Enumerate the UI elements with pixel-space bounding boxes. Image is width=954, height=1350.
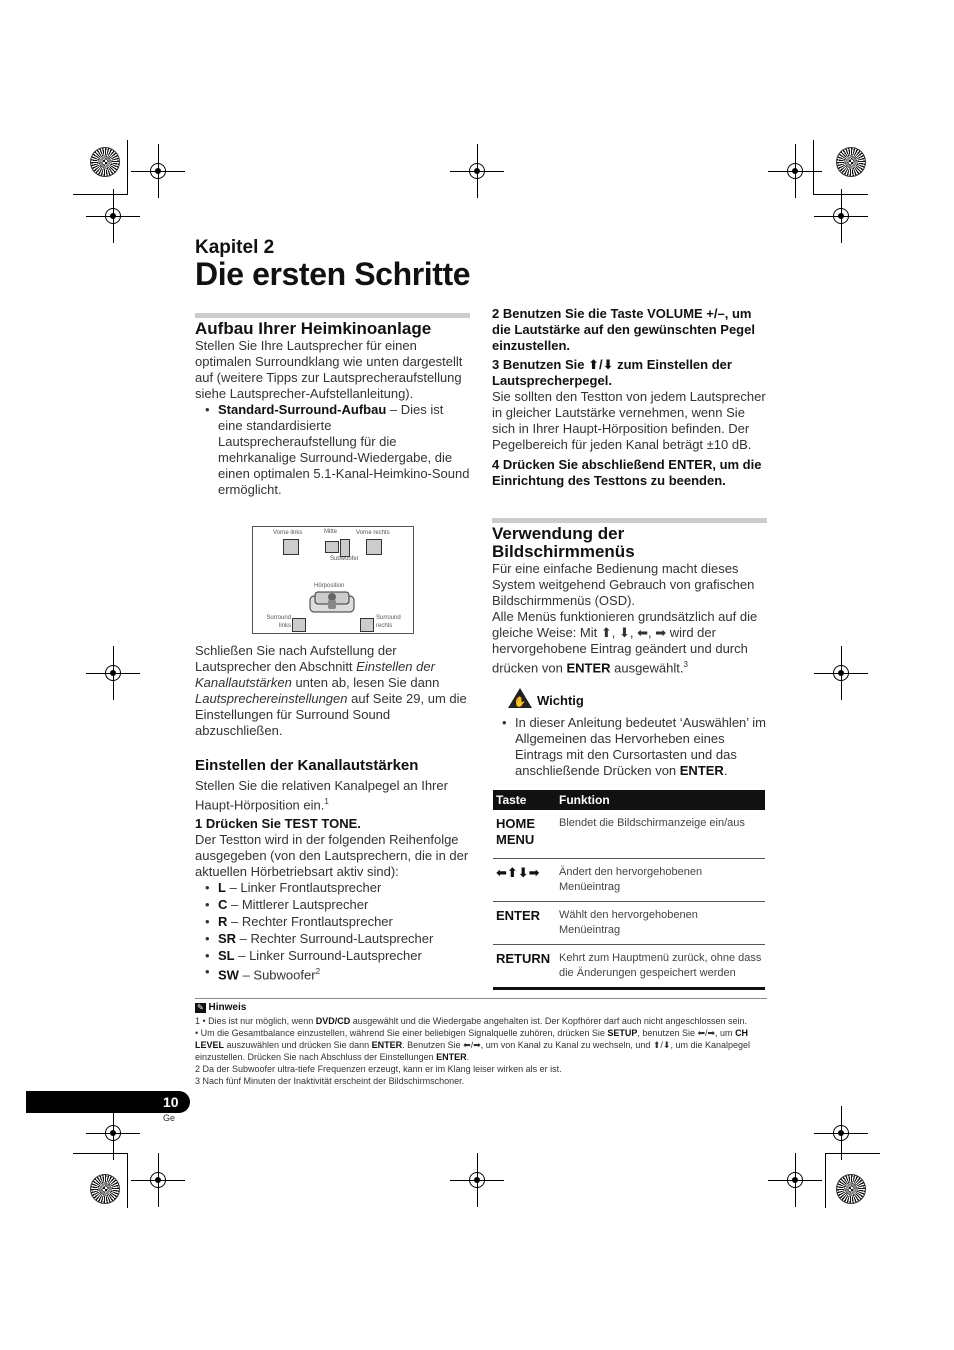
table-row: HOME MENU Blendet die Bildschirmanzeige ein/aus <box>493 810 765 859</box>
footnote-2: 2 Da der Subwoofer ultra-tiefe Frequenzen erzeugt, kann er im Klang leiser wirken als er ist. <box>195 1064 562 1074</box>
section-rule <box>195 313 470 318</box>
registration-mark <box>143 156 173 186</box>
speaker-diagram <box>252 526 414 634</box>
label-center: Mitte <box>324 529 338 535</box>
step-1: 1 Drücken Sie TEST TONE. <box>195 816 361 832</box>
print-sunburst-mark <box>836 147 866 177</box>
label-front-right: Vorne rechts <box>356 530 390 536</box>
speaker-surround-left <box>292 618 306 632</box>
registration-mark <box>98 1118 128 1148</box>
list-item: • In dieser Anleitung bedeutet ‘Auswählen’ im Allgemeinen das Hervorheben eines Eintrags mit den Cursortasten und das anschließende Drücken von ENTER. <box>492 715 767 779</box>
right-column-middle <box>492 525 767 676</box>
section-heading-channel-levels: Einstellen der Kanallautstärken <box>195 757 419 774</box>
step-1-text: Der Testton wird in der folgenden Reihenfolge ausgegeben (von den Lautsprechern, die in der aktuellen Hörbetriebsart aktiv sind): <box>195 832 469 880</box>
language-code: Ge <box>163 1113 176 1123</box>
osd-intro: Für eine einfache Bedienung macht dieses System weitgehend Gebrauch von grafischen Bildschirmmenüs (OSD). <box>492 561 755 608</box>
registration-mark <box>462 1165 492 1195</box>
step-4: 4 Drücken Sie abschließend ENTER, um die Einrichtung des Testtons zu beenden. <box>492 457 762 488</box>
footnotes <box>195 998 767 1087</box>
footnote-3: 3 Nach fünf Minuten der Inaktivität erscheint der Bildschirmschoner. <box>195 1076 465 1086</box>
trim-line <box>127 1153 128 1208</box>
registration-mark <box>780 1165 810 1195</box>
table-row: ENTER Wählt den hervorgehobenen Menüeintrag <box>493 902 765 945</box>
label-subwoofer: Subwoofer <box>330 556 359 562</box>
registration-mark <box>462 156 492 186</box>
setup-followup: Schließen Sie nach Aufstellung der Lautsprecher den Abschnitt Einstellen der Kanallautstärken unten ab, lesen Sie dann Lautsprechereinstellungen auf Seite 29, um die Einstellungen für Surround Sound abzuschließen. <box>195 643 467 738</box>
section-heading-osd: Verwendung der Bildschirmmenüs <box>492 524 635 561</box>
svg-text:✋: ✋ <box>513 697 527 708</box>
label-listening-position: Hörposition <box>314 583 345 589</box>
trim-line <box>825 1153 880 1154</box>
trim-line <box>813 140 814 195</box>
speaker-subwoofer <box>340 539 350 557</box>
list-item: • SL – Linker Surround-Lautsprecher <box>195 948 470 965</box>
registration-mark <box>98 201 128 231</box>
channel-levels-intro: Stellen Sie die relativen Kanalpegel an Ihrer Haupt-Hörposition ein.$^1$ <box>195 778 448 813</box>
trim-line <box>127 140 128 195</box>
section-heading-setup: Aufbau Ihrer Heimkinoanlage <box>195 319 432 338</box>
footnote-1: 1 • Dies ist nur möglich, wenn DVD/CD ausgewählt und die Wiedergabe angehalten ist. Der Kopfhörer darf auch nicht angeschlossen sein. <box>195 1016 747 1026</box>
step-3: 3 Benutzen Sie ⬆/⬇ zum Einstellen der Lautsprecherpegel. <box>492 357 732 388</box>
osd-navigation: Alle Menüs funktionieren grundsätzlich auf die gleiche Weise: Mit ⬆, ⬇, ⬅, ➡ wird der hervorgehobene Eintrag geändert und durch drücken von ENTER ausgewählt.$^3$ <box>492 609 758 676</box>
trim-line <box>825 1153 826 1208</box>
trim-line <box>813 194 868 195</box>
warning-icon <box>507 687 533 709</box>
list-item: • SW – Subwoofer$^2$ <box>195 964 470 984</box>
print-sunburst-mark <box>836 1174 866 1204</box>
print-sunburst-mark <box>90 147 120 177</box>
label-front-left: Vorne links <box>273 530 303 536</box>
table-row: ⬅⬆⬇➡ Ändert den hervorgehobenen Menüeintrag <box>493 859 765 902</box>
registration-mark <box>826 658 856 688</box>
trim-line <box>73 194 128 195</box>
registration-mark <box>826 1118 856 1148</box>
table-header-function: Funktion <box>556 790 765 810</box>
speaker-front-right <box>366 539 382 555</box>
left-column-top <box>195 320 470 498</box>
registration-mark <box>98 658 128 688</box>
registration-mark <box>780 156 810 186</box>
note-label: Hinweis <box>208 1002 247 1013</box>
note-icon: ✎ <box>195 1003 206 1013</box>
important-label: Wichtig <box>537 693 584 708</box>
table-header-key: Taste <box>493 790 556 810</box>
list-item: • C – Mittlerer Lautsprecher <box>195 897 470 914</box>
page-number: 10 <box>163 1094 179 1110</box>
table-row: RETURN Kehrt zum Hauptmenü zurück, ohne dass die Änderungen gespeichert werden <box>493 945 765 989</box>
step-3-text: Sie sollten den Testton von jedem Lautsprecher in gleicher Lautstärke vernehmen, wenn Sie sich in Ihrer Haupt-Hörposition befinden. Der Pegelbereich für jeden Kanal beträgt ±10 dB. <box>492 389 766 452</box>
chapter-title: Die ersten Schritte <box>195 256 471 292</box>
section-rule <box>492 518 767 523</box>
list-item: • SR – Rechter Surround-Lautsprecher <box>195 931 470 948</box>
sofa-icon <box>309 590 355 614</box>
list-item: • Standard-Surround-Aufbau – Dies ist eine standardisierte Lautsprecheraufstellung für die mehrkanalige Surround-Wiedergabe, die einen optimalen 5.1-Kanal-Heimkino-Sound ermöglicht. <box>195 402 470 498</box>
trim-line <box>73 1153 128 1154</box>
right-column-top <box>492 306 767 489</box>
function-table <box>493 790 765 990</box>
important-note <box>492 715 767 779</box>
left-column-bottom <box>195 643 470 984</box>
print-sunburst-mark <box>90 1174 120 1204</box>
speaker-front-left <box>283 539 299 555</box>
footnote-1-detail: • Um die Gesamtbalance einzustellen, während Sie einer beliebigen Signalquelle zuhören, drücken Sie SETUP, benutzen Sie ⬅/➡, um CH LEVEL auszuwählen und drücken Sie dann ENTER. Benutzen Sie ⬅/➡, um von Kanal zu Kanal zu wechseln, und ⬆/⬇, um die Kanalpegel einzustellen. Drücken Sie nach Abschluss der Einstellungen ENTER. <box>195 1028 751 1062</box>
speaker-surround-right <box>360 618 374 632</box>
list-item: • R – Rechter Frontlautsprecher <box>195 914 470 931</box>
setup-intro: Stellen Sie Ihre Lautsprecher für einen optimalen Surroundklang wie unten dargestellt auf (weitere Tipps zur Lautsprecheraufstellung siehe Lautsprecher-Aufstellanleitung). <box>195 338 463 401</box>
list-item: • L – Linker Frontlautsprecher <box>195 880 470 897</box>
label-surround-left: Surround links <box>266 615 291 629</box>
label-surround-right: Surround rechts <box>376 615 401 629</box>
speaker-center <box>325 541 339 553</box>
registration-mark <box>143 1165 173 1195</box>
step-2: 2 Benutzen Sie die Taste VOLUME +/–, um die Lautstärke auf den gewünschten Pegel einzustellen. <box>492 306 755 353</box>
chapter-label: Kapitel 2 <box>195 237 275 258</box>
test-tone-list <box>195 880 470 984</box>
registration-mark <box>826 201 856 231</box>
